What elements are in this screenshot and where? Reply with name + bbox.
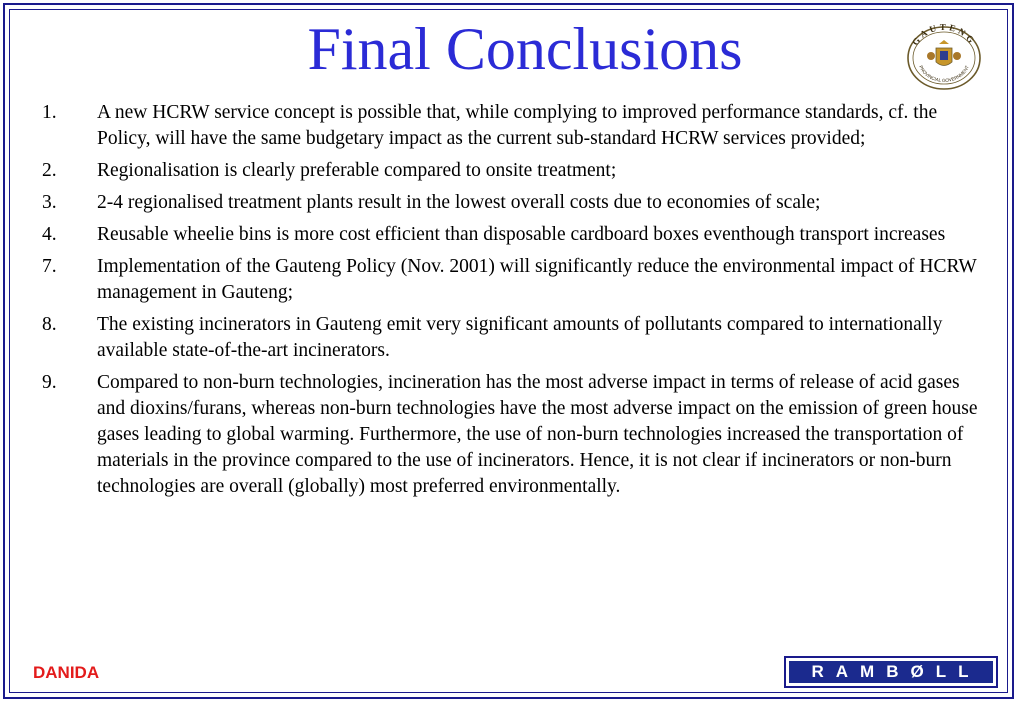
conclusions-list — [30, 100, 980, 506]
svg-text:GAUTENG: GAUTENG — [910, 22, 978, 48]
svg-text:PROVINCIAL GOVERNMENT: PROVINCIAL GOVERNMENT — [918, 64, 970, 83]
item-text: Regionalisation is clearly preferable compared to onsite treatment; — [97, 160, 617, 181]
page-title: Final Conclusions — [307, 16, 743, 82]
ramboll-logo-text: RAMBØLL — [789, 661, 993, 683]
item-number: 1. — [42, 102, 57, 123]
gauteng-seal-logo — [902, 22, 986, 92]
item-number: 4. — [42, 224, 57, 245]
item-text: Compared to non-burn technologies, incineration has the most adverse impact in terms of release of acid gases and dioxins/furans, whereas non-burn technologies have the most adverse impact on the emission of green house gases leading to global warming. Furthermore, the use of non-burn technologies increased the transportation of materials in the province compared to the use of incinerators. Hence, it is not clear if incinerators or non-burn technologies are overall (globally) most preferred environmentally. — [97, 372, 978, 497]
list-item — [30, 100, 980, 152]
list-item — [30, 370, 980, 500]
item-number: 3. — [42, 192, 57, 213]
list-item — [30, 254, 980, 306]
item-text: The existing incinerators in Gauteng emit very significant amounts of pollutants compared to internationally available state-of-the-art incinerators. — [97, 314, 943, 361]
item-number: 2. — [42, 160, 57, 181]
ramboll-logo — [784, 656, 998, 688]
item-number: 9. — [42, 372, 57, 393]
item-text: 2-4 regionalised treatment plants result in the lowest overall costs due to economies of scale; — [97, 192, 821, 213]
danida-footer-label: DANIDA — [33, 663, 100, 682]
list-item — [30, 190, 980, 216]
list-item — [30, 222, 980, 248]
item-number: 7. — [42, 256, 57, 277]
item-number: 8. — [42, 314, 57, 335]
list-item — [30, 312, 980, 364]
item-text: Implementation of the Gauteng Policy (Nov. 2001) will significantly reduce the environmental impact of HCRW management in Gauteng; — [97, 256, 977, 303]
item-text: A new HCRW service concept is possible that, while complying to improved performance standards, cf. the Policy, will have the same budgetary impact as the current sub-standard HCRW services provided; — [97, 102, 938, 149]
list-item — [30, 158, 980, 184]
item-text: Reusable wheelie bins is more cost efficient than disposable cardboard boxes eventhough transport increases — [97, 224, 946, 245]
